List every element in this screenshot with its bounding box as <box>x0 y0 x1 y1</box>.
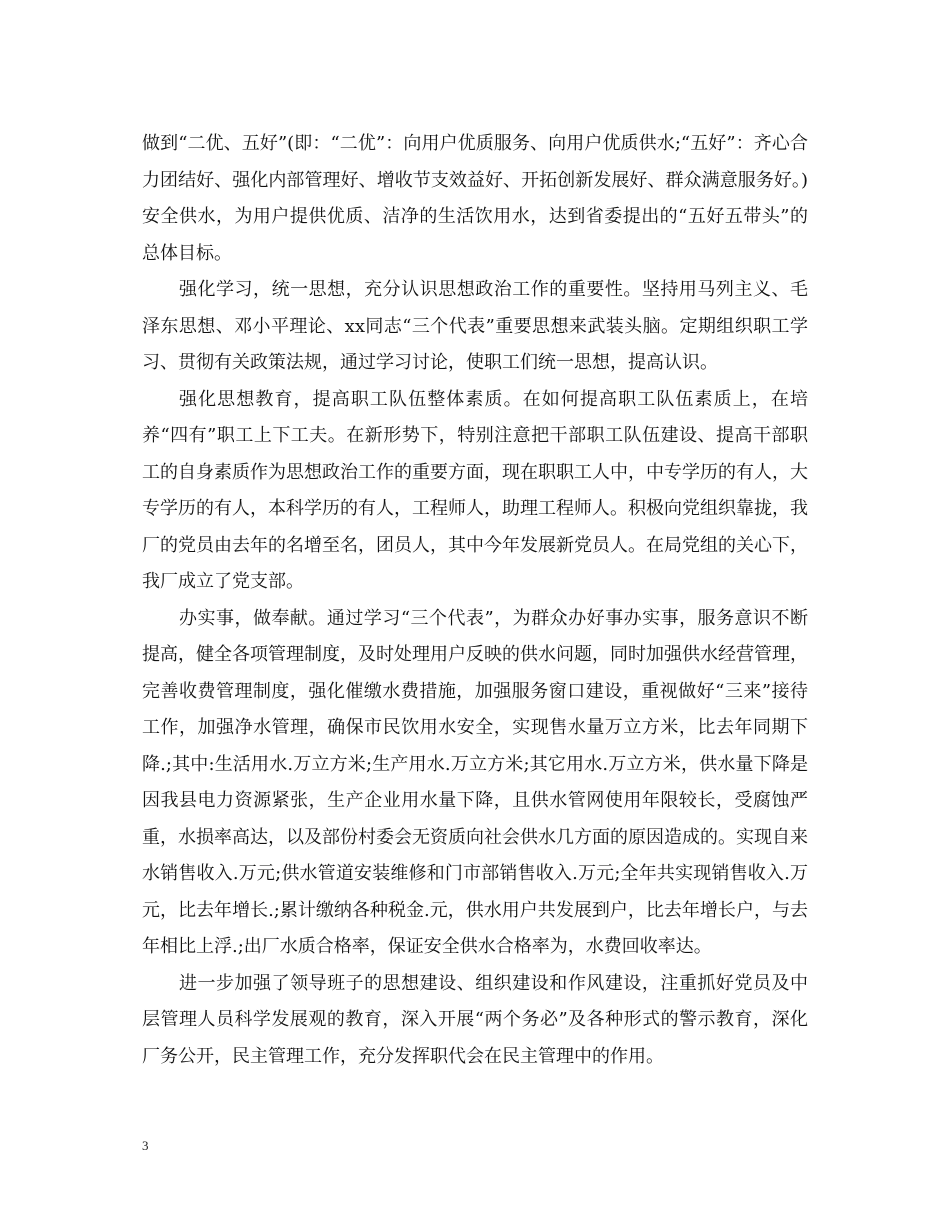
document-body <box>142 126 808 1075</box>
paragraph-4: 办实事，做奉献。通过学习“三个代表”，为群众办好事办实事，服务意识不断提高，健全各项管理制度，及时处理用户反映的供水问题，同时加强供水经营管理，完善收费管理制度，强化催缴水费措施，加强服务窗口建设，重视做好“三来”接待工作，加强净水管理，确保市民饮用水安全，实现售水量万立方米，比去年同期下降.;其中:生活用水.万立方米;生产用水.万立方米;其它用水.万立方米，供水量下降是因我县电力资源紧张，生产企业用水量下降，且供水管网使用年限较长，受腐蚀严重，水损率高达，以及部份村委会无资质向社会供水几方面的原因造成的。实现自来水销售收入.万元;供水管道安装维修和门市部销售收入.万元;全年共实现销售收入.万元，比去年增长.;累计缴纳各种税金.元，供水用户共发展到户，比去年增长户，与去年相比上浮.;出厂水质合格率，保证安全供水合格率为，水费回收率达。 <box>142 607 808 957</box>
paragraph-3: 强化思想教育，提高职工队伍整体素质。在如何提高职工队伍素质上，在培养“四有”职工上下工夫。在新形势下，特别注意把干部职工队伍建设、提高干部职工的自身素质作为思想政治工作的重要方面，现在职职工人中，中专学历的有人，大专学历的有人，本科学历的有人，工程师人，助理工程师人。积极向党组织靠拢，我厂的党员由去年的名增至名，团员人，其中今年发展新党员人。在局党组的关心下，我厂成立了党支部。 <box>142 388 808 592</box>
paragraph-2: 强化学习，统一思想，充分认识思想政治工作的重要性。坚持用马列主义、毛泽东思想、邓小平理论、xx同志“三个代表”重要思想来武装头脑。定期组织职工学习、贯彻有关政策法规，通过学习讨论，使职工们统一思想，提高认识。 <box>142 279 808 373</box>
paragraph-5: 进一步加强了领导班子的思想建设、组织建设和作风建设，注重抓好党员及中层管理人员科学发展观的教育，深入开展“两个务必”及各种形式的警示教育，深化厂务公开，民主管理工作，充分发挥职代会在民主管理中的作用。 <box>142 972 808 1067</box>
page-number: 3 <box>142 1138 149 1153</box>
paragraph-1: 做到“二优、五好”(即：“二优”：向用户优质服务、向用户优质供水;“五好”：齐心合力团结好、强化内部管理好、增收节支效益好、开拓创新发展好、群众满意服务好。)安全供水，为用户提供优质、洁净的生活饮用水，达到省委提出的“五好五带头”的总体目标。 <box>142 133 808 264</box>
